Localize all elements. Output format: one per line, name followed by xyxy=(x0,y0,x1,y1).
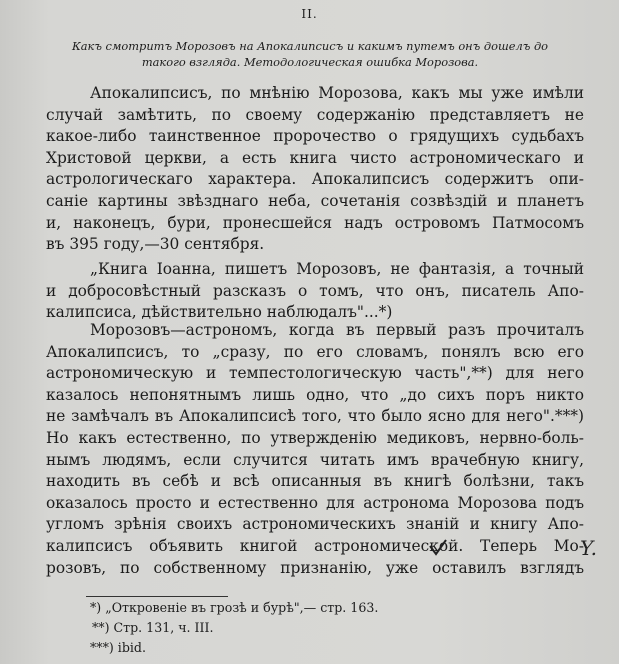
text-line: калипсисъ объявить книгой астрономической. Теперь Мо- xyxy=(46,536,584,555)
footnotes xyxy=(90,598,378,658)
text-line: и добросовѣстный разсказъ о томъ, что онъ, писатель Апо- xyxy=(46,281,584,300)
text-line: „Книга Іоанна, пишетъ Морозовъ, не фантазія, а точный xyxy=(90,260,584,278)
heading-line: такого взгляда. Методологическая ошибка Морозова. xyxy=(141,55,479,69)
paragraph-2 xyxy=(46,259,584,324)
text-line: Апокалипсисъ, по мнѣнію Морозова, какъ мы уже имѣли xyxy=(90,84,584,102)
text-line: калипсиса, дѣйствительно наблюдалъ"...*) xyxy=(46,303,393,322)
footnote: *) „Откровеніе въ грозѣ и бурѣ",— стр. 163. xyxy=(90,600,379,615)
text-line: въ 395 году,—30 сентября. xyxy=(46,235,265,254)
text-line: розовъ, по собственному признанію, уже оставилъ взглядъ xyxy=(46,558,584,577)
text-line: астрологическаго характера. Апокалипсисъ содержитъ опи- xyxy=(46,170,584,189)
footnote-divider xyxy=(86,596,228,597)
paragraph-3 xyxy=(46,320,584,579)
text-line: какое-либо таинственное пророчество о грядущихъ судьбахъ xyxy=(46,127,584,146)
section-heading xyxy=(40,38,580,70)
text-line: находить въ себѣ и всѣ описанныя въ книгѣ болѣзни, такъ xyxy=(46,472,584,491)
text-line: казалось непонятнымъ лишь одно, что „до сихъ поръ никто xyxy=(46,385,584,404)
text-line: Апокалипсисъ, то „сразу, по его словамъ, понялъ всю его xyxy=(46,342,584,361)
footnote: **) Стр. 131, ч. III. xyxy=(92,620,214,635)
text-line: астрономическую и темпестологическую часть",**) для него xyxy=(46,364,584,383)
text-line: Морозовъ—астрономъ, когда въ первый разъ прочиталъ xyxy=(90,321,584,339)
section-number: II. xyxy=(301,7,318,21)
margin-annotation: Y. xyxy=(580,536,597,560)
text-line: угломъ зрѣнія своихъ астрономическихъ знаній и книгу Апо- xyxy=(46,515,584,534)
text-line: не замѣчалъ въ Апокалипсисѣ того, что было ясно для него".***) xyxy=(46,407,584,426)
text-line: и, наконецъ, бури, пронесшейся надъ островомъ Патмосомъ xyxy=(46,213,584,232)
text-line: Христовой церкви, а есть книга чисто астрономическаго и xyxy=(46,148,584,167)
heading-line: Какъ смотритъ Морозовъ на Апокалипсисъ и какимъ путемъ онъ дошелъ до xyxy=(71,39,549,53)
paragraph-1 xyxy=(46,83,584,256)
pencil-tick-icon xyxy=(428,538,448,558)
text-line: оказалось просто и естественно для астронома Морозова подъ xyxy=(46,493,584,512)
text-line: Но какъ естественно, по утвержденію медиковъ, нервно-боль- xyxy=(46,428,584,447)
footnote: ***) ibid. xyxy=(90,640,146,655)
text-line: саніе картины звѣзднаго неба, сочетанія созвѣздій и планетъ xyxy=(46,191,584,210)
text-line: нымъ людямъ, если случится читать имъ врачебную книгу, xyxy=(46,450,584,469)
text-line: случай замѣтить, по своему содержанію представляетъ не xyxy=(46,105,584,124)
